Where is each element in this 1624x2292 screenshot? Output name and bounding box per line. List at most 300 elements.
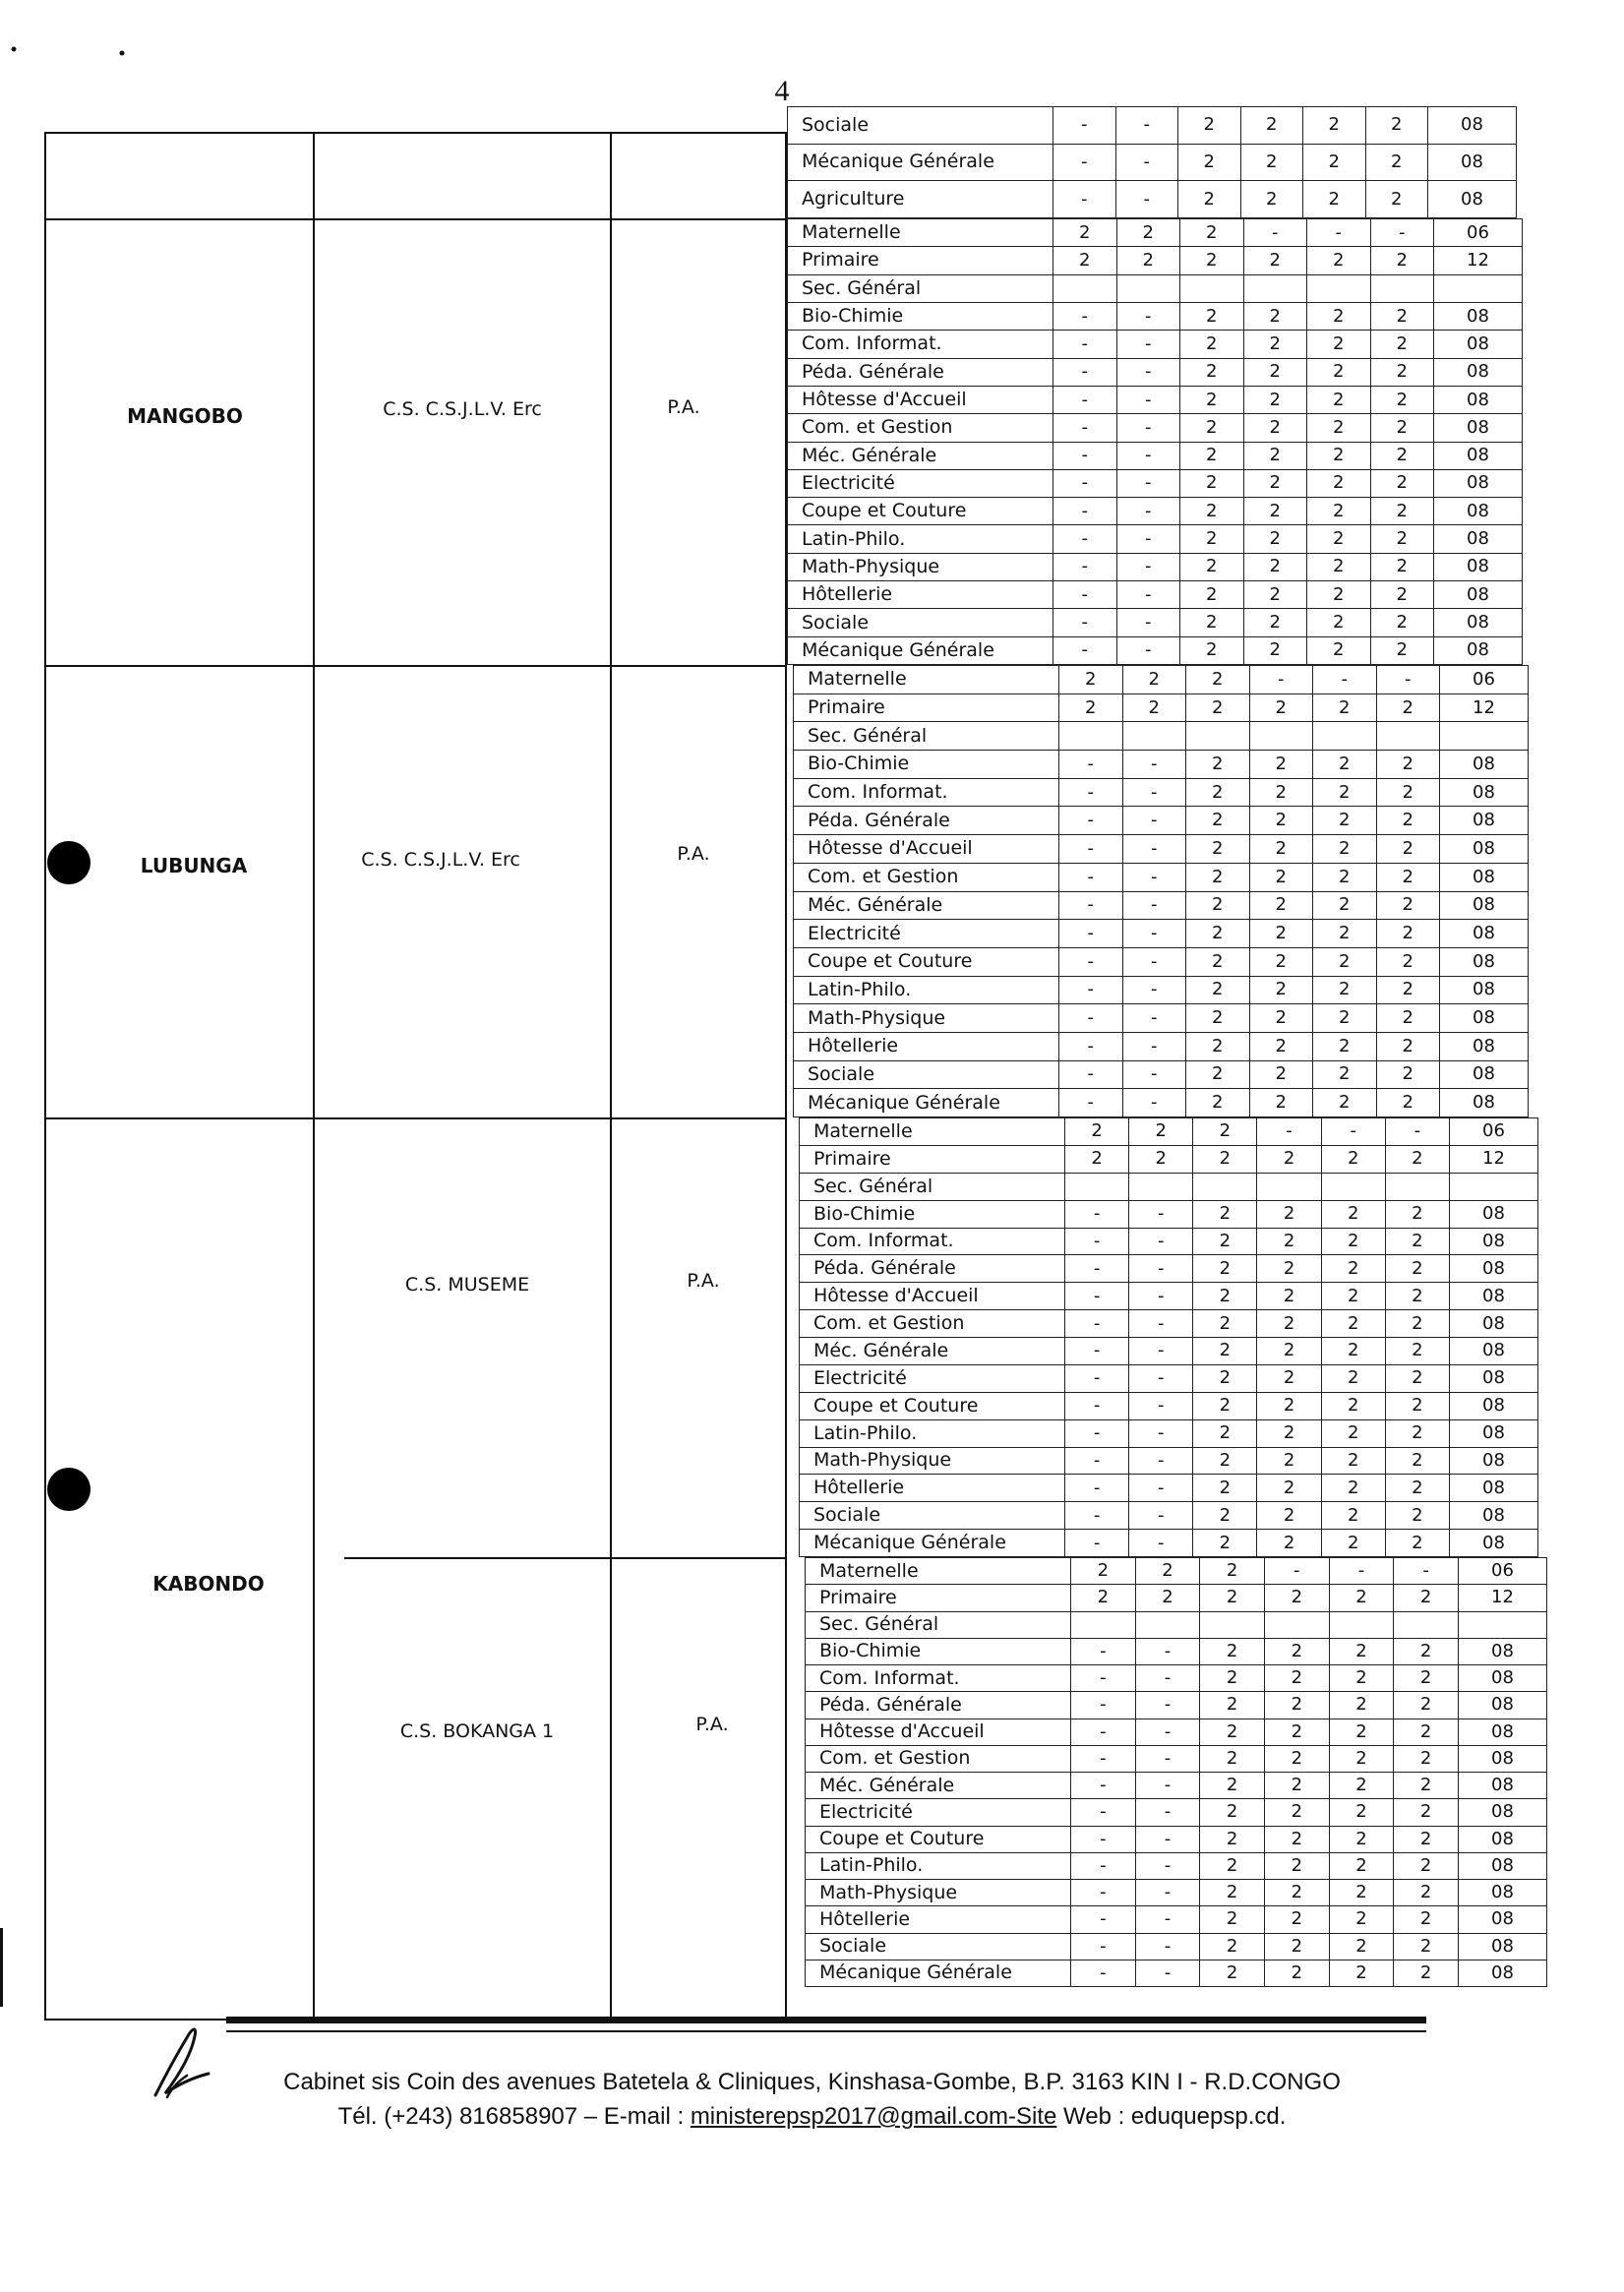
value-cell: -: [1071, 1719, 1136, 1745]
value-cell: 2: [1313, 976, 1377, 1004]
option-name-cell: Electricité: [788, 469, 1053, 497]
value-cell: -: [1135, 1799, 1200, 1826]
value-cell: 2: [1313, 807, 1377, 835]
value-cell: 2: [1370, 469, 1434, 497]
value-cell: -: [1129, 1255, 1193, 1283]
table-row: [788, 386, 1523, 413]
value-cell: 2: [1180, 525, 1244, 553]
value-cell: -: [1053, 636, 1117, 664]
value-cell: 2: [1257, 1447, 1321, 1475]
value-cell: 2: [1376, 976, 1440, 1004]
column-divider-school: [610, 132, 612, 2021]
value-cell: 2: [1200, 1799, 1265, 1826]
value-cell: 2: [1180, 302, 1244, 330]
value-cell: 2: [1376, 947, 1440, 976]
total-cell: 08: [1450, 1255, 1538, 1283]
table-row: [788, 107, 1517, 145]
total-cell: 08: [1440, 1032, 1529, 1060]
value-cell: [1370, 274, 1434, 302]
value-cell: -: [1053, 144, 1116, 181]
value-cell: 2: [1257, 1475, 1321, 1502]
table-row: [794, 778, 1529, 807]
value-cell: [1135, 1611, 1200, 1638]
table-row: [806, 1852, 1547, 1879]
section-divider-1: [44, 218, 787, 220]
value-cell: [1385, 1173, 1449, 1200]
total-cell: 08: [1440, 863, 1529, 891]
total-cell: 08: [1450, 1392, 1538, 1419]
value-cell: 2: [1243, 636, 1307, 664]
value-cell: 2: [1321, 1255, 1385, 1283]
value-cell: 2: [1370, 414, 1434, 442]
table-row: [794, 807, 1529, 835]
value-cell: 2: [1321, 1338, 1385, 1365]
value-cell: 2: [1186, 666, 1250, 694]
value-cell: [1180, 274, 1244, 302]
value-cell: -: [1053, 107, 1116, 145]
value-cell: [1243, 274, 1307, 302]
value-cell: 2: [1193, 1447, 1257, 1475]
value-cell: 2: [1186, 751, 1250, 779]
value-cell: 2: [1370, 302, 1434, 330]
option-name-cell: Sociale: [788, 107, 1053, 145]
column-divider-locality: [313, 132, 315, 2021]
value-cell: 2: [1329, 1880, 1394, 1906]
value-cell: 2: [1193, 1200, 1257, 1228]
section-2-grid: [793, 665, 1529, 1117]
section-3-grid: [799, 1117, 1538, 1557]
value-cell: 2: [1307, 553, 1371, 580]
value-cell: 2: [1313, 751, 1377, 779]
options-table: [805, 1557, 1547, 1987]
value-cell: 2: [1385, 1310, 1449, 1338]
value-cell: 2: [1321, 1228, 1385, 1255]
locality-label: KABONDO: [152, 1572, 265, 1596]
option-name-cell: Primaire: [794, 694, 1059, 722]
value-cell: 2: [1303, 107, 1366, 145]
table-row: [788, 469, 1523, 497]
total-cell: 12: [1434, 247, 1523, 274]
total-cell: 08: [1450, 1447, 1538, 1475]
value-cell: 2: [1370, 525, 1434, 553]
table-row: [806, 1773, 1547, 1799]
value-cell: 2: [1329, 1826, 1394, 1852]
value-cell: 2: [1200, 1638, 1265, 1664]
value-cell: 2: [1394, 1960, 1459, 1986]
value-cell: -: [1059, 1089, 1123, 1117]
total-cell: 08: [1434, 553, 1523, 580]
footer-rule-thin: [226, 2030, 1426, 2032]
value-cell: 2: [1264, 1773, 1329, 1799]
option-name-cell: Mécanique Générale: [788, 144, 1053, 181]
value-cell: -: [1071, 1852, 1136, 1879]
value-cell: 2: [1180, 219, 1244, 247]
section-4-grid: [805, 1557, 1547, 1987]
value-cell: -: [1243, 219, 1307, 247]
total-cell: [1440, 722, 1529, 751]
option-name-cell: Mécanique Générale: [794, 1089, 1059, 1117]
total-cell: 08: [1434, 636, 1523, 664]
regime-label: P.A.: [677, 843, 710, 865]
value-cell: -: [1116, 498, 1180, 525]
value-cell: 2: [1193, 1228, 1257, 1255]
value-cell: -: [1122, 947, 1186, 976]
value-cell: 2: [1370, 386, 1434, 413]
value-cell: 2: [1329, 1638, 1394, 1664]
value-cell: -: [1249, 666, 1313, 694]
value-cell: 2: [1180, 414, 1244, 442]
value-cell: [1186, 722, 1250, 751]
value-cell: 2: [1307, 247, 1371, 274]
value-cell: 2: [1385, 1530, 1449, 1557]
value-cell: -: [1116, 609, 1180, 636]
value-cell: 2: [1394, 1933, 1459, 1960]
value-cell: -: [1059, 778, 1123, 807]
value-cell: 2: [1385, 1364, 1449, 1392]
value-cell: -: [1129, 1228, 1193, 1255]
value-cell: 2: [1313, 947, 1377, 976]
value-cell: -: [1135, 1773, 1200, 1799]
value-cell: 2: [1321, 1283, 1385, 1310]
value-cell: -: [1116, 358, 1180, 386]
value-cell: [1065, 1173, 1129, 1200]
value-cell: 2: [1200, 1585, 1265, 1611]
value-cell: 2: [1200, 1719, 1265, 1745]
value-cell: 2: [1394, 1852, 1459, 1879]
value-cell: [1200, 1611, 1265, 1638]
footer-rule-thick: [226, 2017, 1426, 2023]
value-cell: [1129, 1173, 1193, 1200]
value-cell: -: [1053, 525, 1117, 553]
value-cell: 2: [1370, 442, 1434, 469]
total-cell: 08: [1459, 1773, 1547, 1799]
value-cell: -: [1116, 525, 1180, 553]
option-name-cell: Bio-Chimie: [794, 751, 1059, 779]
value-cell: -: [1122, 891, 1186, 920]
value-cell: 2: [1264, 1933, 1329, 1960]
value-cell: -: [1129, 1283, 1193, 1310]
value-cell: 2: [1321, 1145, 1385, 1173]
table-row: [794, 947, 1529, 976]
value-cell: -: [1135, 1745, 1200, 1772]
option-name-cell: Méc. Générale: [806, 1773, 1071, 1799]
option-name-cell: Math-Physique: [806, 1880, 1071, 1906]
value-cell: -: [1376, 666, 1440, 694]
value-cell: -: [1071, 1665, 1136, 1692]
value-cell: 2: [1200, 1692, 1265, 1719]
value-cell: -: [1135, 1692, 1200, 1719]
value-cell: 2: [1385, 1200, 1449, 1228]
total-cell: 08: [1434, 525, 1523, 553]
table-row: [806, 1826, 1547, 1852]
value-cell: 2: [1129, 1145, 1193, 1173]
option-name-cell: Sec. Général: [788, 274, 1053, 302]
value-cell: 2: [1065, 1118, 1129, 1146]
value-cell: 2: [1313, 778, 1377, 807]
value-cell: 2: [1394, 1638, 1459, 1664]
punch-hole-icon: [47, 1468, 90, 1511]
table-row: [806, 1719, 1547, 1745]
punch-hole-icon: [47, 841, 90, 884]
value-cell: -: [1122, 976, 1186, 1004]
value-cell: -: [1135, 1880, 1200, 1906]
value-cell: 2: [1059, 694, 1123, 722]
value-cell: 2: [1186, 920, 1250, 948]
value-cell: 2: [1186, 807, 1250, 835]
value-cell: 2: [1313, 694, 1377, 722]
value-cell: 2: [1385, 1502, 1449, 1530]
option-name-cell: Math-Physique: [794, 1004, 1059, 1033]
value-cell: 2: [1200, 1826, 1265, 1852]
option-name-cell: Maternelle: [800, 1118, 1065, 1146]
option-name-cell: Primaire: [800, 1145, 1065, 1173]
value-cell: 2: [1257, 1392, 1321, 1419]
value-cell: -: [1122, 835, 1186, 864]
total-cell: 06: [1440, 666, 1529, 694]
value-cell: 2: [1186, 694, 1250, 722]
table-row: [788, 181, 1517, 218]
value-cell: 2: [1180, 609, 1244, 636]
total-cell: 08: [1434, 386, 1523, 413]
value-cell: 2: [1370, 331, 1434, 358]
value-cell: 2: [1394, 1745, 1459, 1772]
value-cell: 2: [1053, 219, 1117, 247]
value-cell: -: [1065, 1447, 1129, 1475]
total-cell: 08: [1434, 442, 1523, 469]
option-name-cell: Mécanique Générale: [806, 1960, 1071, 1986]
value-cell: 2: [1180, 386, 1244, 413]
value-cell: 2: [1243, 358, 1307, 386]
option-name-cell: Hôtesse d'Accueil: [788, 386, 1053, 413]
value-cell: 2: [1243, 609, 1307, 636]
table-row: [800, 1475, 1538, 1502]
value-cell: 2: [1329, 1585, 1394, 1611]
table-row: [788, 219, 1523, 247]
value-cell: 2: [1257, 1145, 1321, 1173]
total-cell: 06: [1434, 219, 1523, 247]
value-cell: 2: [1257, 1338, 1321, 1365]
total-cell: 08: [1450, 1530, 1538, 1557]
table-row: [806, 1585, 1547, 1611]
value-cell: 2: [1249, 1004, 1313, 1033]
value-cell: 2: [1240, 181, 1303, 218]
value-cell: -: [1122, 778, 1186, 807]
table-row: [800, 1283, 1538, 1310]
options-table: [787, 218, 1523, 665]
value-cell: 2: [1313, 1032, 1377, 1060]
value-cell: 2: [1385, 1228, 1449, 1255]
total-cell: 08: [1450, 1364, 1538, 1392]
value-cell: 2: [1249, 751, 1313, 779]
value-cell: -: [1071, 1773, 1136, 1799]
value-cell: -: [1122, 1032, 1186, 1060]
page-number: 4: [774, 75, 790, 107]
value-cell: -: [1329, 1558, 1394, 1585]
table-row: [794, 694, 1529, 722]
value-cell: -: [1129, 1447, 1193, 1475]
value-cell: -: [1116, 302, 1180, 330]
total-cell: 08: [1450, 1419, 1538, 1447]
value-cell: -: [1059, 1032, 1123, 1060]
option-name-cell: Hôtesse d'Accueil: [794, 835, 1059, 864]
total-cell: 08: [1428, 107, 1517, 145]
total-cell: 08: [1434, 498, 1523, 525]
value-cell: -: [1135, 1906, 1200, 1933]
total-cell: [1434, 274, 1523, 302]
table-row: [788, 331, 1523, 358]
value-cell: -: [1071, 1880, 1136, 1906]
value-cell: 2: [1376, 751, 1440, 779]
school-label: C.S. C.S.J.L.V. Erc: [383, 398, 542, 420]
value-cell: 2: [1307, 414, 1371, 442]
value-cell: -: [1065, 1419, 1129, 1447]
value-cell: 2: [1243, 581, 1307, 609]
total-cell: 08: [1434, 358, 1523, 386]
option-name-cell: Coupe et Couture: [800, 1392, 1065, 1419]
total-cell: 12: [1450, 1145, 1538, 1173]
value-cell: -: [1129, 1364, 1193, 1392]
value-cell: -: [1122, 863, 1186, 891]
total-cell: 08: [1440, 807, 1529, 835]
value-cell: -: [1115, 107, 1178, 145]
total-cell: 08: [1434, 414, 1523, 442]
section-0-grid: [787, 106, 1517, 218]
value-cell: 2: [1376, 778, 1440, 807]
option-name-cell: Maternelle: [788, 219, 1053, 247]
value-cell: -: [1135, 1960, 1200, 1986]
value-cell: 2: [1264, 1826, 1329, 1852]
value-cell: 2: [1257, 1364, 1321, 1392]
value-cell: 2: [1180, 581, 1244, 609]
value-cell: 2: [1257, 1255, 1321, 1283]
footer-contact-suffix: Web : eduquepsp.cd.: [1056, 2103, 1287, 2130]
total-cell: 08: [1434, 609, 1523, 636]
value-cell: 2: [1180, 442, 1244, 469]
table-row: [806, 1558, 1547, 1585]
total-cell: 08: [1450, 1502, 1538, 1530]
value-cell: [1257, 1173, 1321, 1200]
value-cell: -: [1053, 386, 1117, 413]
value-cell: 2: [1394, 1665, 1459, 1692]
total-cell: 08: [1459, 1933, 1547, 1960]
total-cell: 08: [1459, 1799, 1547, 1826]
total-cell: 08: [1459, 1852, 1547, 1879]
option-name-cell: Coupe et Couture: [806, 1826, 1071, 1852]
value-cell: -: [1059, 807, 1123, 835]
value-cell: -: [1053, 609, 1117, 636]
value-cell: -: [1385, 1118, 1449, 1146]
value-cell: 2: [1249, 694, 1313, 722]
value-cell: 2: [1193, 1255, 1257, 1283]
value-cell: 2: [1385, 1447, 1449, 1475]
total-cell: 06: [1450, 1118, 1538, 1146]
total-cell: 12: [1440, 694, 1529, 722]
value-cell: 2: [1264, 1745, 1329, 1772]
value-cell: 2: [1329, 1906, 1394, 1933]
option-name-cell: Com. Informat.: [794, 778, 1059, 807]
option-name-cell: Com. Informat.: [800, 1228, 1065, 1255]
table-row: [794, 835, 1529, 864]
value-cell: 2: [1200, 1852, 1265, 1879]
options-table: [799, 1117, 1538, 1557]
value-cell: 2: [1249, 1060, 1313, 1089]
table-row: [788, 553, 1523, 580]
value-cell: 2: [1249, 920, 1313, 948]
value-cell: 2: [1264, 1638, 1329, 1664]
value-cell: 2: [1249, 807, 1313, 835]
value-cell: 2: [1186, 863, 1250, 891]
value-cell: 2: [1249, 835, 1313, 864]
value-cell: 2: [1059, 666, 1123, 694]
value-cell: -: [1321, 1118, 1385, 1146]
option-name-cell: Bio-Chimie: [806, 1638, 1071, 1664]
value-cell: -: [1053, 581, 1117, 609]
value-cell: -: [1053, 498, 1117, 525]
value-cell: 2: [1376, 863, 1440, 891]
option-name-cell: Coupe et Couture: [788, 498, 1053, 525]
value-cell: -: [1370, 219, 1434, 247]
table-row: [806, 1880, 1547, 1906]
option-name-cell: Latin-Philo.: [806, 1852, 1071, 1879]
value-cell: -: [1065, 1530, 1129, 1557]
value-cell: [1071, 1611, 1136, 1638]
value-cell: 2: [1307, 358, 1371, 386]
table-row: [800, 1530, 1538, 1557]
value-cell: 2: [1243, 247, 1307, 274]
option-name-cell: Péda. Générale: [800, 1255, 1065, 1283]
value-cell: 2: [1122, 694, 1186, 722]
value-cell: -: [1053, 442, 1117, 469]
locality-label: MANGOBO: [127, 404, 243, 428]
value-cell: -: [1053, 181, 1116, 218]
value-cell: -: [1122, 1060, 1186, 1089]
value-cell: 2: [1370, 247, 1434, 274]
value-cell: 2: [1370, 636, 1434, 664]
table-row: [788, 609, 1523, 636]
value-cell: 2: [1370, 553, 1434, 580]
value-cell: -: [1071, 1933, 1136, 1960]
value-cell: -: [1059, 1060, 1123, 1089]
total-cell: 08: [1459, 1960, 1547, 1986]
value-cell: 2: [1313, 1060, 1377, 1089]
value-cell: -: [1053, 469, 1117, 497]
table-row: [800, 1502, 1538, 1530]
value-cell: 2: [1257, 1228, 1321, 1255]
value-cell: 2: [1307, 498, 1371, 525]
value-cell: 2: [1321, 1310, 1385, 1338]
value-cell: 2: [1313, 1004, 1377, 1033]
value-cell: 2: [1243, 469, 1307, 497]
option-name-cell: Péda. Générale: [806, 1692, 1071, 1719]
value-cell: -: [1071, 1960, 1136, 1986]
value-cell: 2: [1264, 1665, 1329, 1692]
table-row: [788, 581, 1523, 609]
value-cell: 2: [1329, 1745, 1394, 1772]
value-cell: [1307, 274, 1371, 302]
value-cell: 2: [1186, 891, 1250, 920]
total-cell: 08: [1440, 835, 1529, 864]
value-cell: 2: [1180, 498, 1244, 525]
table-row: [788, 636, 1523, 664]
total-cell: 08: [1434, 469, 1523, 497]
options-table: [787, 106, 1517, 218]
value-cell: 2: [1135, 1585, 1200, 1611]
value-cell: -: [1116, 414, 1180, 442]
footer-email-link[interactable]: ministerepsp2017@gmail.com-Site: [690, 2103, 1057, 2130]
value-cell: -: [1307, 219, 1371, 247]
value-cell: 2: [1193, 1502, 1257, 1530]
table-row: [806, 1692, 1547, 1719]
